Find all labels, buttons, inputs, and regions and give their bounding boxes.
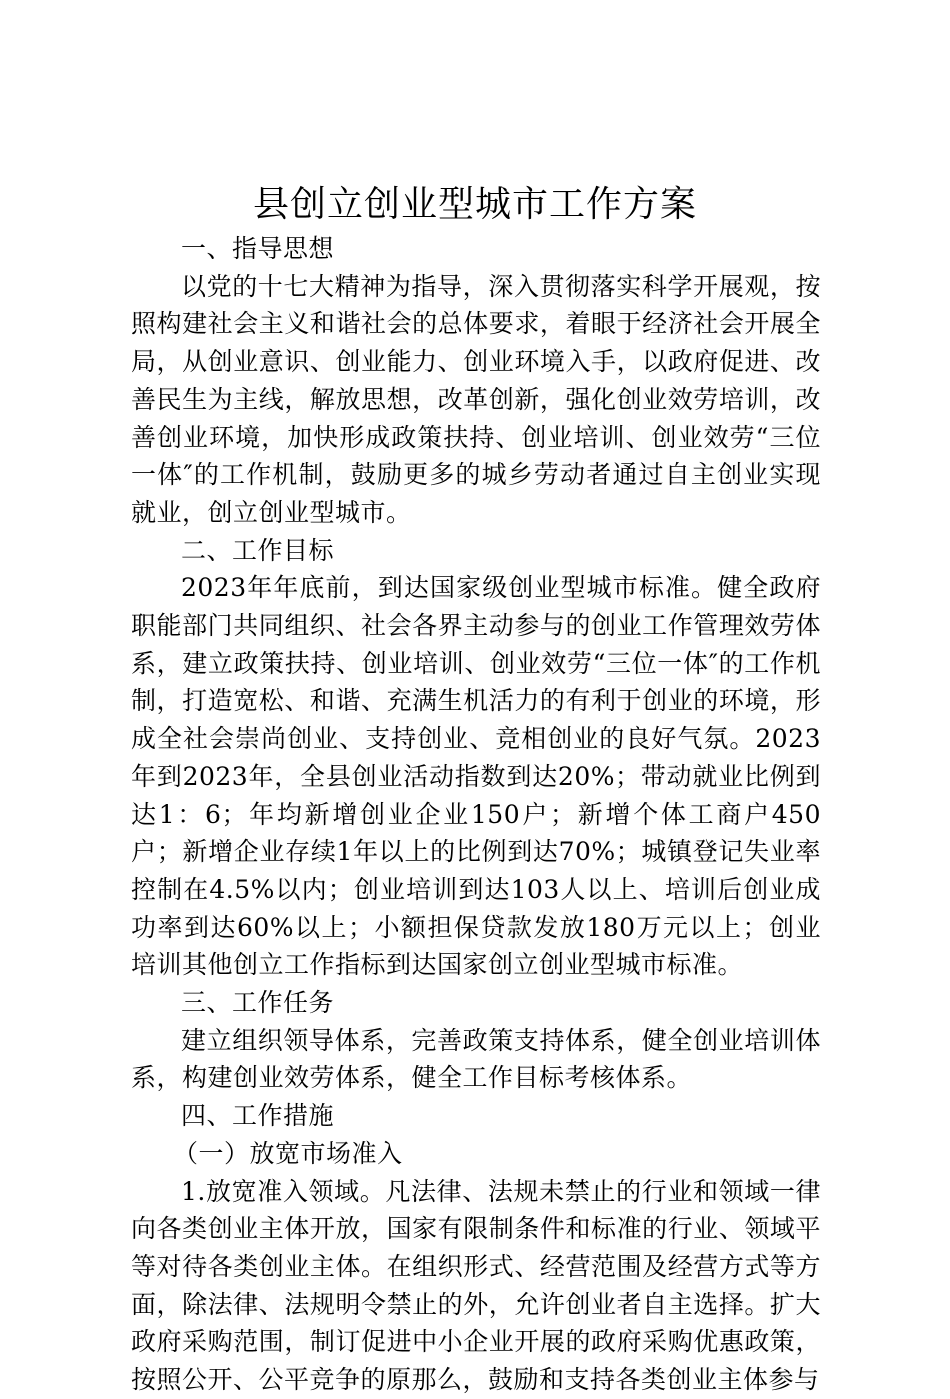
section-subheading-market-access: （一）放宽市场准入 [173,1138,403,1168]
section-paragraph-market-access: 1.放宽准入领域。凡法律、法规未禁止的行业和领域一律向各类创业主体开放，国家有限制条件和标准的行业、领域平等对待各类创业主体。在组织形式、经营范围及经营方式等方面，除法律、法规明令禁止的外，允许创业者自主选择。扩大政府采购范围，制订促进中小企业开展的政府采购优惠政策，按照公开、公平竞争的原那么，鼓励和支持各类创业主体参与 [131,1176,821,1395]
document-body [131,230,821,1399]
section-heading-work-measures: 四、工作措施 [181,1101,335,1131]
section-paragraph-work-tasks: 建立组织领导体系，完善政策支持体系，健全创业培训体系，构建创业效劳体系，健全工作目标考核体系。 [131,1025,821,1093]
document-title: 县创立创业型城市工作方案 [252,184,697,225]
section-heading-work-tasks: 三、工作任务 [181,988,335,1018]
section-paragraph-work-goals: 2023年年底前，到达国家级创业型城市标准。健全政府职能部门共同组织、社会各界主动参与的创业工作管理效劳体系，建立政策扶持、创业培训、创业效劳“三位一体″的工作机制，打造宽松、和谐、充满生机活力的有利于创业的环境，形成全社会崇尚创业、支持创业、竞相创业的良好气氛。2023年到2023年，全县创业活动指数到达20%；带动就业比例到达1：6；年均新增创业企业150户；新增个体工商户450户；新增企业存续1年以上的比例到达70%；城镇登记失业率控制在4.5%以内；创业培训到达103人以上、培训后创业成功率到达60%以上；小额担保贷款发放180万元以上；创业培训其他创立工作指标到达国家创立创业型城市标准。 [131,573,821,980]
section-paragraph-guiding-ideology: 以党的十七大精神为指导，深入贯彻落实科学开展观，按照构建社会主义和谐社会的总体要求，着眼于经济社会开展全局，从创业意识、创业能力、创业环境入手，以政府促进、改善民生为主线，解放思想，改革创新，强化创业效劳培训，改善创业环境，加快形成政策扶持、创业培训、创业效劳“三位一体″的工作机制，鼓励更多的城乡劳动者通过自主创业实现就业，创立创业型城市。 [131,271,821,527]
section-heading-work-goals: 二、工作目标 [181,535,335,565]
section-heading-guiding-ideology: 一、指导思想 [181,234,335,263]
